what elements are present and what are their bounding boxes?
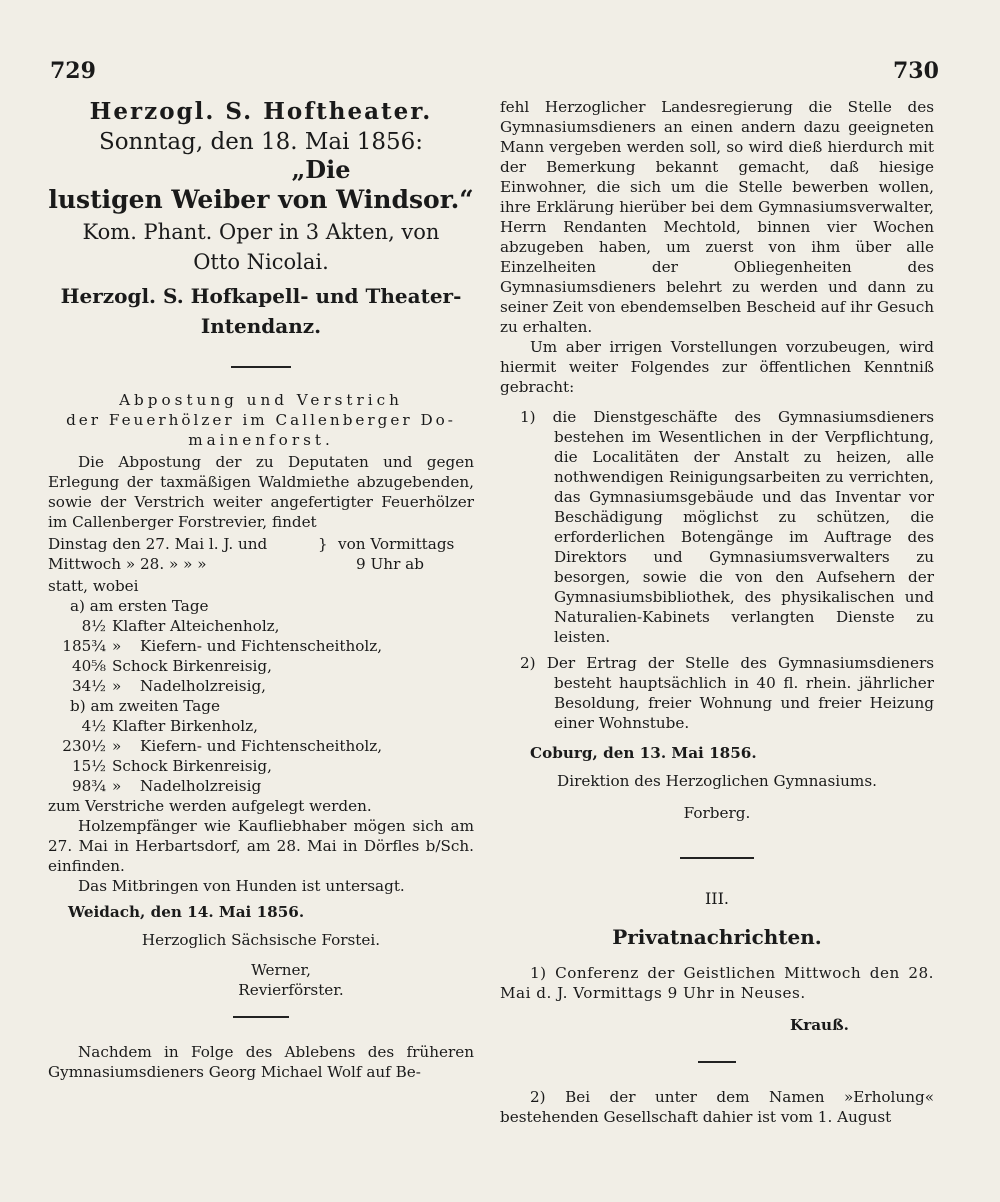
abpostung-title-2: der Feuerhölzer im Callenberger Do- [66, 411, 456, 429]
performance-date: Sonntag, den 18. Mai 1856: [98, 129, 424, 155]
schedule-line-1: Dinstag den 27. Mai l. J. und } von Vormittags [48, 535, 455, 553]
wood-item [48, 656, 474, 676]
ditto-mark: » [112, 777, 122, 795]
wood-item [48, 616, 474, 636]
wood-amount: 185¾ [62, 637, 106, 655]
wood-amount: 8½ [81, 617, 106, 635]
hunde-notice: Das Mitbringen von Hunden ist untersagt. [78, 877, 405, 895]
wood-item [48, 776, 474, 796]
erholung-text: 2) Bei der unter dem Namen »Erholung« bestehenden Gesellschaft dahier ist vom 1. August [500, 1088, 934, 1126]
point-2: 2) Der Ertrag der Stelle des Gymnasiumsdieners besteht hauptsächlich in 40 fl. rhein. jährlicher Besoldung, freier Wohnung und freier Heizung einer Wohnstube. [520, 654, 934, 732]
werner: Werner, [251, 961, 311, 979]
forstei: Herzoglich Sächsische Forstei. [141, 931, 381, 949]
wood-amount: 4½ [81, 717, 106, 735]
wood-description: Schock Birkenreisig, [112, 657, 272, 675]
divider-2 [233, 1016, 289, 1018]
wood-description: Nadelholzreisig, [140, 677, 267, 695]
wood-amount: 98¾ [71, 777, 106, 795]
forberg: Forberg. [683, 804, 751, 822]
schedule-1-right: von Vormittags [338, 535, 455, 553]
direktion: Direktion des Herzoglichen Gymnasiums. [557, 772, 877, 790]
wood-amount: 230½ [62, 737, 106, 755]
wood-item [48, 716, 474, 736]
verstrich-line: zum Verstriche werden aufgelegt werden. [48, 797, 372, 815]
wood-description: Kiefern- und Fichtenscheitholz, [140, 637, 383, 655]
revierfoerster: Revierförster. [238, 981, 344, 999]
wood-amount: 15½ [71, 757, 106, 775]
ditto-mark: » [112, 737, 122, 755]
day1-label: a) am ersten Tage [70, 597, 209, 615]
opera-title-line-2: lustigen Weiber von Windsor.“ [48, 185, 474, 214]
irrige-text: Um aber irrigen Vorstellungen vorzubeugen, wird hiermit weiter Folgendes zur öffentlichen Kenntniß gebracht: [500, 338, 934, 396]
left-column [48, 97, 474, 1082]
wood-description: Schock Birkenreisig, [112, 757, 272, 775]
ditto-mark: » [112, 637, 122, 655]
abpostung-title-3: mainenforst. [188, 431, 334, 449]
wood-item [48, 636, 474, 656]
opera-description: Kom. Phant. Oper in 3 Akten, von [82, 220, 440, 244]
wood-amount: 34½ [71, 677, 106, 695]
wood-item [48, 736, 474, 756]
statt-line: statt, wobei [48, 577, 139, 595]
gymnasium-notice: fehl Herzoglicher Landesregierung die Stelle des Gymnasiumsdieners an einen andern dazu geeigneten Mann vergeben werden soll, so wird dieß hierdurch mit der Bemerkung bekannt gemacht, daß hiesige Einwohner, die sich um die Stelle bewerben wollen, ihre Erklärung hierüber bei dem Gymnasiumsverwalter, Herrn Rendanten Mechtold, binnen vier Wochen abzugeben haben, um zuerst von ihm über alle Einzelheiten der Obliegenheiten des Gymnasiumsdieners belehrt zu werden und dann zu seiner Zeit von ebendemselben Bescheid auf ihr Gesuch zu erhalten. [500, 98, 934, 336]
abpostung-title-1: Abpostung und Verstrich [119, 391, 403, 409]
divider-4 [698, 1061, 736, 1063]
schedule-2-right: 9 Uhr ab [356, 555, 424, 573]
conferenz-text: 1) Conferenz der Geistlichen Mittwoch den 28. Mai d. J. Vormittags 9 Uhr in Neuses. [500, 964, 934, 1002]
wood-amount: 40⅝ [71, 657, 106, 675]
section-number: III. [704, 889, 730, 908]
krauss: Krauß. [790, 1016, 849, 1034]
day2-list [48, 716, 474, 796]
wood-description: Nadelholzreisig [140, 777, 262, 795]
schedule-2-left: Mittwoch » 28. » » » [48, 555, 207, 573]
schedule-line-2 [48, 554, 474, 574]
ditto-mark: » [112, 677, 122, 695]
theater-title: Herzogl. S. Hoftheater. [89, 98, 433, 125]
intendanz-line-1: Herzogl. S. Hofkapell- und Theater- [60, 284, 462, 308]
section-title: Privatnachrichten. [612, 925, 822, 949]
schedule-1-left: Dinstag den 27. Mai l. J. und [48, 535, 268, 553]
wood-description: Klafter Birkenholz, [112, 717, 258, 735]
page-number-left: 729 [50, 58, 96, 84]
wood-description: Kiefern- und Fichtenscheitholz, [140, 737, 383, 755]
composer: Otto Nicolai. [193, 250, 329, 274]
weidach-date: Weidach, den 14. Mai 1856. [68, 903, 305, 921]
right-column [500, 97, 934, 1127]
divider [231, 366, 291, 368]
page-number-right: 730 [893, 58, 939, 84]
wood-item [48, 676, 474, 696]
day2-label: b) am zweiten Tage [70, 697, 221, 715]
day1-list [48, 616, 474, 696]
point-1: 1) die Dienstgeschäfte des Gymnasiumsdieners bestehen im Wesentlichen in der Verpflichtung, die Localitäten der Anstalt zu heizen, alle nothwendigen Reinigungsarbeiten zu verrichten, das Gymnasiumsgebäude und das Inventar vor Beschädigung möglichst zu schützen, die erforderlichen Botengänge im Auftrage des Direktors und Gymnasiumsverwalters zu besorgen, sowie die von den Aufsehern der Gymnasiumsbibliothek, des physikalischen und Naturalien-Kabinets verlangten Dienste zu leisten. [520, 408, 934, 646]
wood-description: Klafter Alteichenholz, [112, 617, 280, 635]
wood-item [48, 756, 474, 776]
opera-title-line-1: „Die [291, 155, 351, 184]
intendanz-line-2: Intendanz. [200, 314, 322, 338]
abpostung-body: Die Abpostung der zu Deputaten und gegen Erlegung der taxmäßigen Waldmiethe abzugebenden, sowie der Verstrich weiter angefertigter Feuerhölzer im Callenberger Forstrevier, findet [48, 453, 474, 531]
holzempfaenger-text: Holzempfänger wie Kaufliebhaber mögen sich am 27. Mai in Herbartsdorf, am 28. Mai in Dörfles b/Sch. einfinden. [48, 817, 474, 875]
coburg-date: Coburg, den 13. Mai 1856. [530, 744, 757, 762]
nachdem-text: Nachdem in Folge des Ablebens des früheren Gymnasiumsdieners Georg Michael Wolf auf Be- [48, 1043, 474, 1081]
divider-3 [680, 857, 754, 859]
